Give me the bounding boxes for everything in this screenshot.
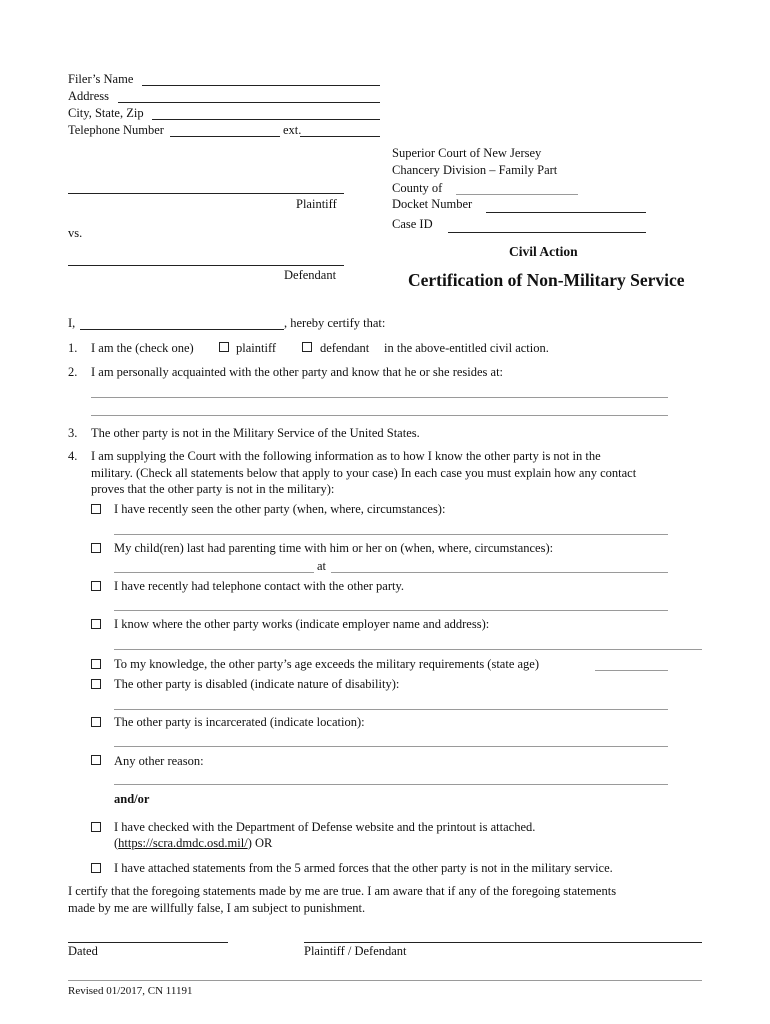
item4-line-3: proves that the other party is not in the military): (91, 482, 335, 496)
court-name: Superior Court of New Jersey (392, 146, 542, 160)
civil-action-heading: Civil Action (509, 244, 578, 259)
works-checkbox[interactable] (91, 619, 101, 629)
case-id-field[interactable] (448, 232, 646, 233)
disabled-label: The other party is disabled (indicate nature of disability): (114, 677, 400, 691)
seen-checkbox[interactable] (91, 504, 101, 514)
residence-line-1[interactable] (91, 397, 668, 398)
dod-label: I have checked with the Department of Defense website and the printout is attached. (114, 820, 536, 834)
incarcerated-details-line[interactable] (114, 746, 668, 747)
item3-text: The other party is not in the Military Service of the United States. (91, 426, 420, 440)
incarcerated-checkbox[interactable] (91, 717, 101, 727)
other-reason-label: Any other reason: (114, 754, 204, 768)
item2-number: 2. (68, 365, 78, 379)
page-title: Certification of Non-Military Service (408, 270, 685, 290)
item4-number: 4. (68, 449, 78, 463)
filer-address-field[interactable] (118, 102, 380, 103)
signer-label: Plaintiff / Defendant (304, 944, 407, 958)
signature-field[interactable] (304, 942, 702, 943)
item4-line-1: I am supplying the Court with the following information as to how I know the other party is not in the (91, 449, 601, 463)
armed-forces-checkbox[interactable] (91, 863, 101, 873)
county-field[interactable] (456, 194, 578, 195)
seen-details-line[interactable] (114, 534, 668, 535)
vs-label: vs. (68, 226, 83, 240)
filer-address-label: Address (68, 89, 109, 103)
plaintiff-label: Plaintiff (296, 197, 337, 211)
item1-suffix: in the above-entitled civil action. (384, 341, 549, 355)
telephone-details-line[interactable] (114, 610, 668, 611)
docket-field[interactable] (486, 212, 646, 213)
residence-line-2[interactable] (91, 415, 668, 416)
disabled-checkbox[interactable] (91, 679, 101, 689)
option-plaintiff-label: plaintiff (236, 341, 277, 355)
seen-label: I have recently seen the other party (when, where, circumstances): (114, 502, 446, 516)
dod-open-paren: ( (114, 836, 119, 850)
andor-label: and/or (114, 792, 150, 806)
option-defendant-label: defendant (320, 341, 370, 355)
item1-text: I am the (check one) (91, 341, 194, 355)
case-id-label: Case ID (392, 217, 433, 231)
item1-number: 1. (68, 341, 78, 355)
works-details-line[interactable] (114, 649, 702, 650)
intro-i-label: I, (68, 316, 76, 330)
parenting-checkbox[interactable] (91, 543, 101, 553)
plaintiff-checkbox[interactable] (219, 342, 229, 352)
works-label: I know where the other party works (indicate employer name and address): (114, 617, 490, 631)
disabled-details-line[interactable] (114, 709, 668, 710)
filer-ext-label: ext. (283, 123, 302, 137)
dod-or-text: ) OR (247, 836, 273, 850)
docket-label: Docket Number (392, 197, 473, 211)
parenting-date-line[interactable] (114, 572, 314, 573)
filer-city-label: City, State, Zip (68, 106, 144, 120)
closing-line-2: made by me are willfully false, I am subject to punishment. (68, 901, 366, 915)
dod-link-line (114, 836, 272, 851)
county-label: County of (392, 181, 443, 195)
revision-footer: Revised 01/2017, CN 11191 (68, 985, 193, 997)
parenting-at-label: at (317, 559, 327, 573)
dod-checkbox[interactable] (91, 822, 101, 832)
parenting-place-line[interactable] (331, 572, 668, 573)
closing-line-1: I certify that the foregoing statements made by me are true. I am aware that if any of the foregoing statements (68, 884, 617, 898)
defendant-label: Defendant (284, 268, 337, 282)
incarcerated-label: The other party is incarcerated (indicate location): (114, 715, 365, 729)
date-field[interactable] (68, 942, 228, 943)
armed-forces-label: I have attached statements from the 5 armed forces that the other party is not in the military service. (114, 861, 613, 875)
filer-name-label: Filer’s Name (68, 72, 134, 86)
dod-website-link[interactable]: https://scra.dmdc.osd.mil/ (118, 836, 248, 850)
age-label: To my knowledge, the other party’s age exceeds the military requirements (state age) (114, 657, 540, 671)
parenting-label: My child(ren) last had parenting time with him or her on (when, where, circumstances): (114, 541, 554, 555)
certifier-name-field[interactable] (80, 329, 284, 330)
filer-name-field[interactable] (142, 85, 380, 86)
other-reason-details-line[interactable] (114, 784, 668, 785)
defendant-field[interactable] (68, 265, 344, 266)
item3-number: 3. (68, 426, 78, 440)
telephone-label: I have recently had telephone contact with the other party. (114, 579, 405, 593)
defendant-checkbox[interactable] (302, 342, 312, 352)
age-checkbox[interactable] (91, 659, 101, 669)
court-division: Chancery Division – Family Part (392, 163, 558, 177)
dated-label: Dated (68, 944, 98, 958)
footer-divider (68, 980, 702, 981)
other-reason-checkbox[interactable] (91, 755, 101, 765)
telephone-checkbox[interactable] (91, 581, 101, 591)
filer-phone-field[interactable] (170, 136, 280, 137)
filer-city-field[interactable] (152, 119, 380, 120)
age-field[interactable] (595, 670, 668, 671)
filer-phone-label: Telephone Number (68, 123, 164, 137)
filer-ext-field[interactable] (300, 136, 380, 137)
plaintiff-field[interactable] (68, 193, 344, 194)
intro-certify-text: , hereby certify that: (284, 316, 386, 330)
item4-line-2: military. (Check all statements below that apply to your case) In each case you must explain how any contact (91, 466, 637, 480)
item2-text: I am personally acquainted with the other party and know that he or she resides at: (91, 365, 504, 379)
